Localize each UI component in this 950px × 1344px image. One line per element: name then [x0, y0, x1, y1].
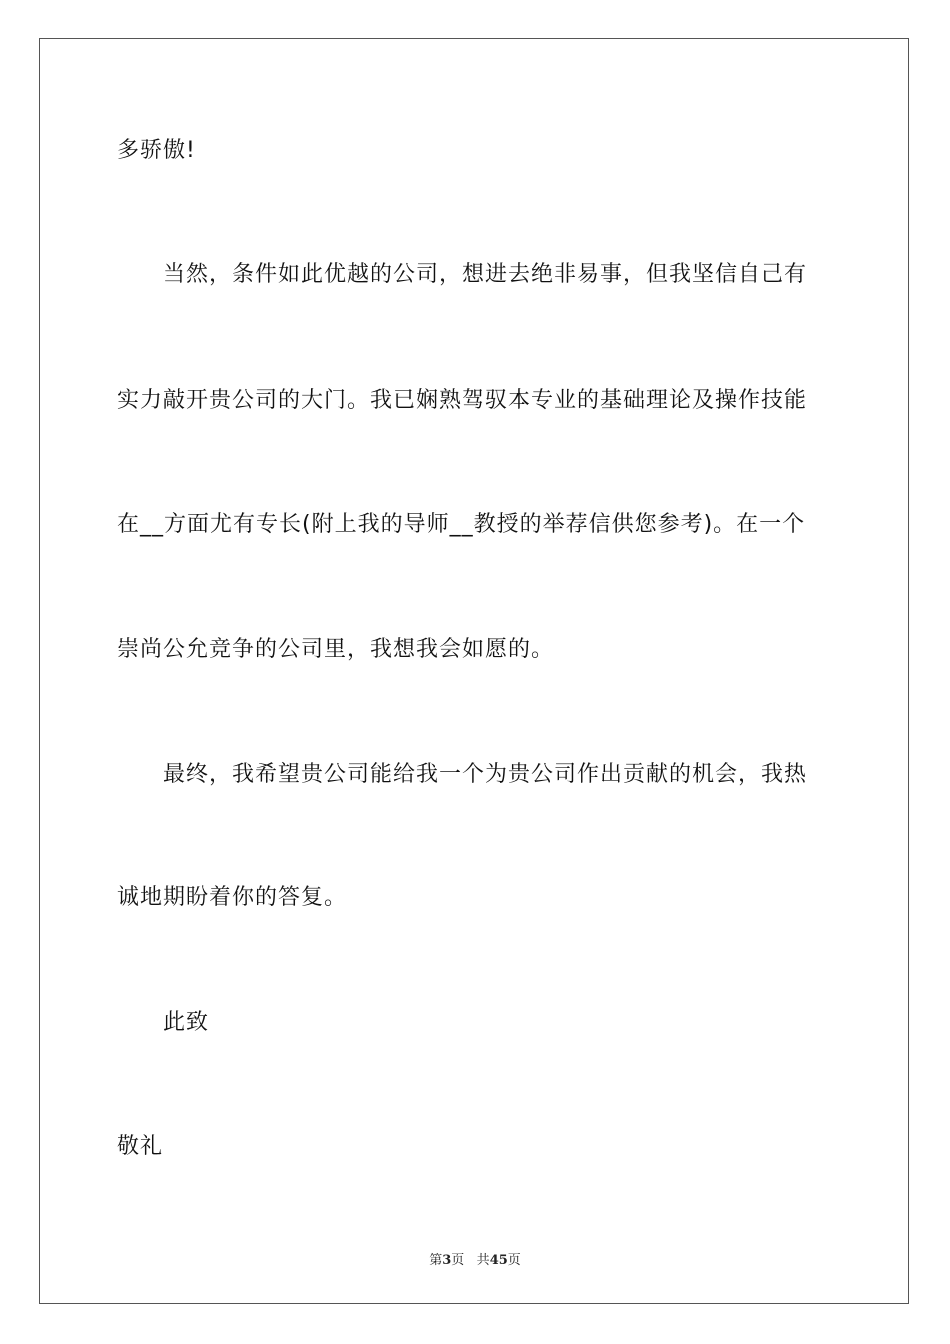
page-border [39, 38, 909, 1304]
page-footer [0, 1249, 950, 1268]
footer-page-prefix: 第 [429, 1253, 443, 1268]
footer-page-number: 3 [442, 1253, 452, 1268]
closing-regards: 敬礼 [117, 1134, 164, 1159]
text-line-5: 崇尚公允竞争的公司里，我想我会如愿的。 [117, 637, 555, 662]
footer-total-suffix: 页 [507, 1253, 521, 1268]
text-line-4: 在__方面尤有专长(附上我的导师__教授的举荐信供您参考)。在一个 [117, 512, 806, 537]
text-line-1: 多骄傲! [117, 138, 196, 163]
closing-salutation: 此致 [163, 1010, 210, 1035]
text-line-6: 最终，我希望贵公司能给我一个为贵公司作出贡献的机会，我热 [163, 762, 808, 787]
footer-page-suffix: 页 [451, 1253, 465, 1268]
footer-total-pages: 45 [489, 1253, 508, 1268]
text-line-7: 诚地期盼着你的答复。 [117, 885, 348, 910]
text-line-2: 当然，条件如此优越的公司，想进去绝非易事，但我坚信自己有 [163, 262, 808, 287]
footer-total-prefix: 共 [476, 1253, 490, 1268]
text-line-3: 实力敲开贵公司的大门。我已娴熟驾驭本专业的基础理论及操作技能 [117, 388, 808, 413]
